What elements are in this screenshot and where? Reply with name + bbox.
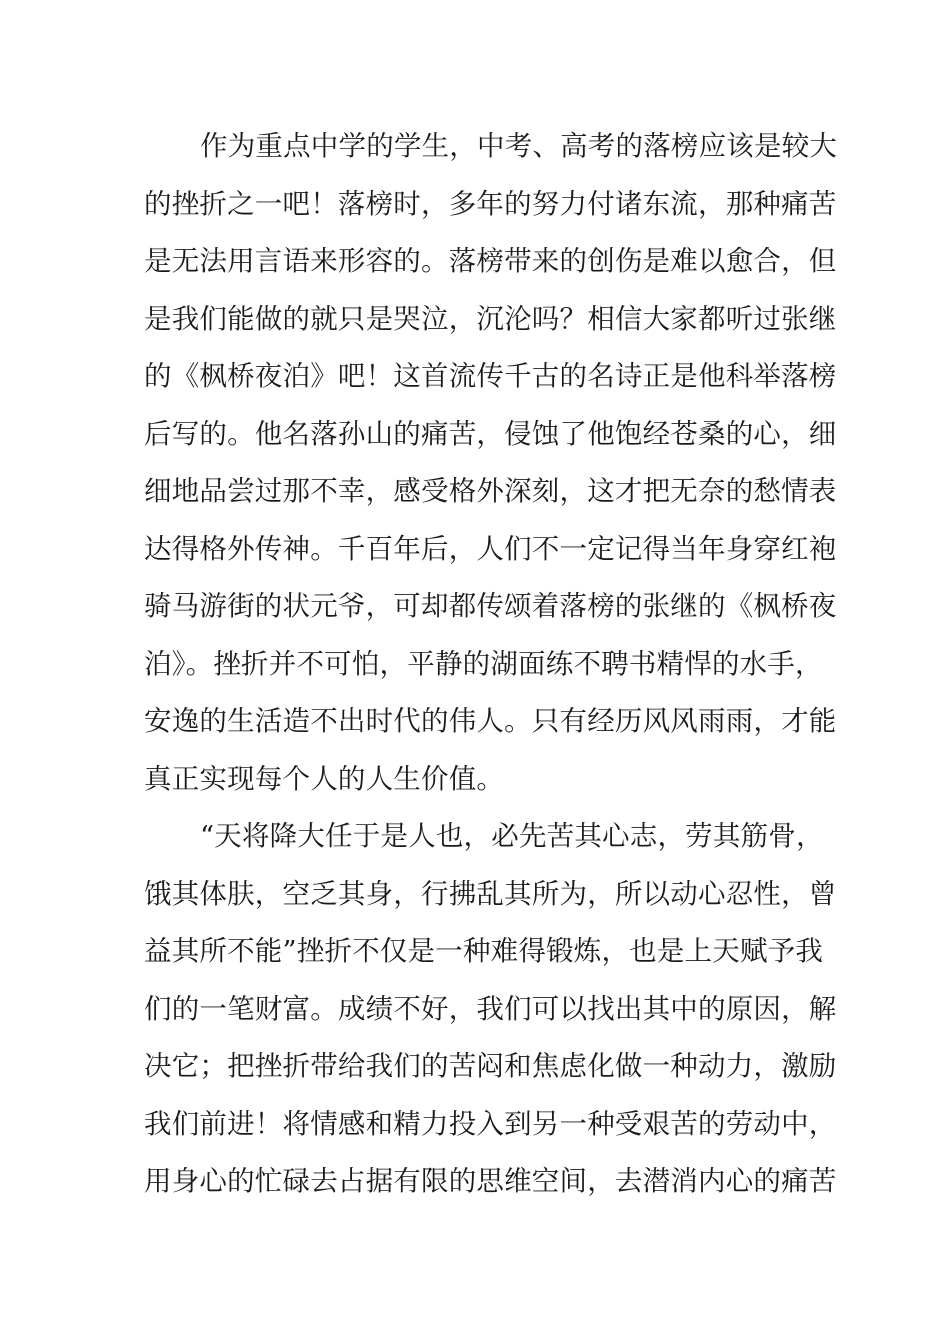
- text-line: 的《枫桥夜泊》吧！这首流传千古的名诗正是他科举落榜: [144, 360, 837, 392]
- text-line: 我们前进！将情感和精力投入到另一种受艰苦的劳动中，: [144, 1107, 837, 1140]
- text-line: 决它；把挫折带给我们的苦闷和焦虑化做一种动力，激励: [144, 1050, 837, 1082]
- text-line: 的挫折之一吧！落榜时，多年的努力付诸东流，那种痛苦: [144, 187, 837, 220]
- text-line: 是我们能做的就只是哭泣，沉沦吗？相信大家都听过张继: [144, 302, 837, 335]
- paragraph-2: [144, 808, 837, 1211]
- body-text: [144, 118, 838, 1211]
- text-line: 益其所不能”挫折不仅是一种难得锻炼，也是上天赋予我: [144, 935, 824, 967]
- text-line: 真正实现每个人的人生价值。: [144, 762, 505, 795]
- text-line: 后写的。他名落孙山的痛苦，侵蚀了他饱经苍桑的心，细: [144, 417, 837, 450]
- text-line: 泊》。挫折并不可怕，平静的湖面练不聘书精悍的水手，: [144, 647, 823, 680]
- text-line: 用身心的忙碌去占据有限的思维空间，去潜消内心的痛苦: [144, 1165, 837, 1197]
- text-line: 饿其体肤，空乏其身，行拂乱其所为，所以动心忍性，曾: [144, 877, 837, 910]
- text-line: 细地品尝过那不幸，感受格外深刻，这才把无奈的愁情表: [144, 475, 837, 507]
- text-line: 骑马游街的状元爷，可却都传颂着落榜的张继的《枫桥夜: [144, 590, 837, 622]
- text-line: 达得格外传神。千百年后，人们不一定记得当年身穿红袍: [144, 532, 837, 565]
- paragraph-1: [144, 118, 838, 808]
- text-line: 作为重点中学的学生，中考、高考的落榜应该是较大: [200, 130, 838, 162]
- text-line: 们的一笔财富。成绩不好，我们可以找出其中的原因，解: [144, 992, 837, 1025]
- text-line: 是无法用言语来形容的。落榜带来的创伤是难以愈合，但: [144, 245, 837, 277]
- text-line: “天将降大任于是人也，必先苦其心志，劳其筋骨，: [200, 820, 824, 852]
- text-line: 安逸的生活造不出时代的伟人。只有经历风风雨雨，才能: [144, 705, 837, 737]
